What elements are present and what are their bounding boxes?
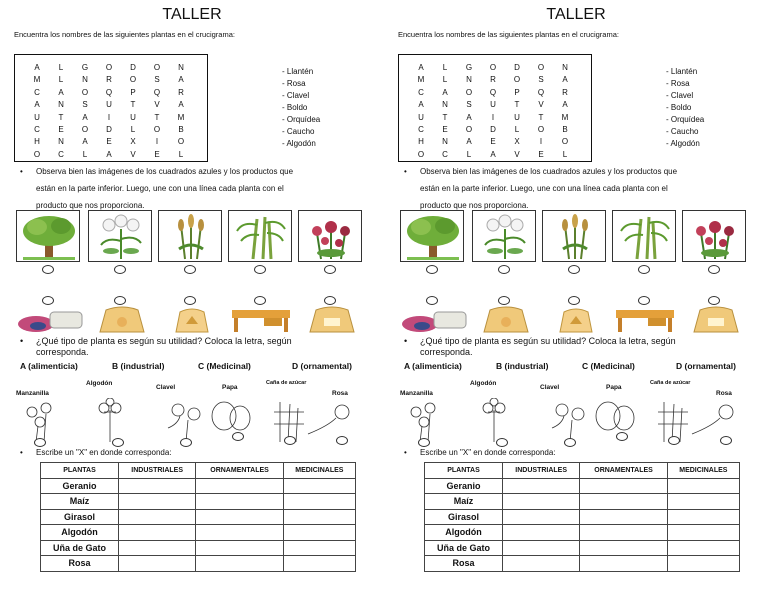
category-label: C (Medicinal) [582, 361, 635, 371]
list-item: - Rosa [666, 78, 704, 90]
tree-plant-icon [400, 210, 464, 262]
wheat-plant-icon [158, 210, 222, 262]
tree-plant-icon [16, 210, 80, 262]
table-row: Maíz [41, 494, 356, 510]
chamomile-drawing [27, 403, 51, 442]
plant-label: Caña de azúcar [266, 380, 307, 386]
column-header: INDUSTRIALES [119, 463, 196, 479]
wooden-desk-icon [228, 306, 294, 334]
list-item: - Clavel [666, 90, 704, 102]
answer-circle[interactable] [426, 296, 438, 305]
answer-circle[interactable] [114, 265, 126, 274]
answer-circle[interactable] [638, 296, 650, 305]
grain-bag-icon [546, 304, 606, 334]
carnation-drawing [168, 404, 200, 442]
table-row: Girasol [41, 509, 356, 525]
potato-drawing [596, 402, 634, 430]
category-label: B (industrial) [112, 361, 165, 371]
fabric-product-icon [16, 306, 86, 334]
classification-table [424, 462, 740, 572]
answer-circle[interactable] [568, 265, 580, 274]
plant-images-row [400, 210, 750, 262]
column-header: INDUSTRIALES [503, 463, 580, 479]
list-item: - Llantén [666, 66, 704, 78]
answer-circle[interactable] [496, 438, 508, 447]
plant-label: Algodón [470, 380, 497, 387]
category-label: C (Medicinal) [198, 361, 251, 371]
crossword-instruction: Encuentra los nombres de las siguientes plantas en el crucigrama: [398, 30, 619, 39]
category-label: D (ornamental) [292, 361, 352, 371]
plant-word-list [666, 66, 704, 150]
product-images-row [400, 296, 750, 336]
answer-circle[interactable] [720, 436, 732, 445]
table-instruction: • Escribe un "X" en donde corresponda: [20, 448, 172, 457]
table-row: Girasol [425, 509, 740, 525]
answer-circle[interactable] [336, 436, 348, 445]
answer-circle[interactable] [184, 265, 196, 274]
column-header: ORNAMENTALES [580, 463, 667, 479]
list-item: - Caucho [666, 126, 704, 138]
potato-drawing [212, 402, 250, 430]
grain-bag-icon [162, 304, 222, 334]
list-item: - Algodón [666, 138, 704, 150]
answer-circle[interactable] [42, 265, 54, 274]
table-row: Rosa [41, 556, 356, 572]
answer-circle[interactable] [180, 438, 192, 447]
list-item: - Orquídea [666, 114, 704, 126]
table-row: Geranio [41, 478, 356, 494]
plant-drawings [402, 398, 742, 444]
answer-circle[interactable] [42, 296, 54, 305]
product-images-row [16, 296, 366, 336]
plant-label: Clavel [156, 384, 176, 391]
flour-sack-icon [92, 304, 152, 334]
sugar-sack-icon [686, 304, 746, 334]
table-row: Algodón [425, 525, 740, 541]
category-label: A (alimenticia) [404, 361, 462, 371]
rose-drawing [308, 405, 349, 434]
table-instruction: • Escribe un "X" en donde corresponda: [404, 448, 556, 457]
answer-circle[interactable] [232, 432, 244, 441]
plant-label: Clavel [540, 384, 560, 391]
cotton-drawing [99, 398, 121, 442]
sugarcane-plant-icon [228, 210, 292, 262]
answer-circle[interactable] [324, 265, 336, 274]
answer-circle[interactable] [254, 296, 266, 305]
plant-label: Rosa [716, 390, 732, 397]
cotton-plant-icon [472, 210, 536, 262]
list-item: - Caucho [282, 126, 320, 138]
plant-label: Rosa [332, 390, 348, 397]
crossword-grid: A L G O D O N M L N R O S A C A O Q P Q R A N S U T V A U T A I U T M C E O D L O B H N A E X I O O C L A V E L [33, 63, 185, 159]
column-header: ORNAMENTALES [196, 463, 283, 479]
worksheet-left: TALLER Encuentra los nombres de las siguientes plantas en el crucigrama: A L G O D O N M L N R O S A C A O Q P Q R A N S U T V A U T A I U T M C E O D L O B H N A E X I O O C L A V E L - Llantén - Rosa - Clavel - Boldo - Orquídea - Caucho - Algodón • Observa bien las imágenes de los cuadrados azules y los productos que están en la parte inferior. Luego, une con una línea cada planta con el producto que nos proporciona. • ¿Qué tipo de planta es según su utilidad? Coloca la letra, según corresponda. A (alimenticia) B (industrial) C (Medicinal) D (ornamental) Manzanilla Algodón Clavel Papa Caña de azúcar Rosa • Escribe un "X" en donde corresponda: PLANTAS INDUSTRIALES ORNAMENTALES MEDICINALES Geranio Maíz Girasol Algodón Uña de Gato Rosa [0, 0, 384, 594]
sugarcane-plant-icon [612, 210, 676, 262]
list-item: - Rosa [282, 78, 320, 90]
carnation-drawing [552, 404, 584, 442]
column-header: MEDICINALES [667, 463, 739, 479]
chamomile-drawing [411, 403, 435, 442]
flower-plant-icon [298, 210, 362, 262]
answer-circle[interactable] [112, 438, 124, 447]
crossword-box [398, 54, 592, 162]
table-row: Uña de Gato [41, 540, 356, 556]
page-title: TALLER [546, 6, 606, 23]
list-item: - Llantén [282, 66, 320, 78]
answer-circle[interactable] [638, 265, 650, 274]
flour-sack-icon [476, 304, 536, 334]
plant-drawings [18, 398, 358, 444]
table-row: Algodón [41, 525, 356, 541]
category-label: B (industrial) [496, 361, 549, 371]
list-item: - Boldo [666, 102, 704, 114]
fabric-product-icon [400, 306, 470, 334]
cotton-drawing [483, 398, 505, 442]
plant-label: Manzanilla [400, 390, 433, 397]
answer-circle[interactable] [708, 265, 720, 274]
table-row: Rosa [425, 556, 740, 572]
category-label: A (alimenticia) [20, 361, 78, 371]
cotton-plant-icon [88, 210, 152, 262]
answer-circle[interactable] [426, 265, 438, 274]
list-item: - Boldo [282, 102, 320, 114]
crossword-box [14, 54, 208, 162]
table-row: Uña de Gato [425, 540, 740, 556]
classification-table [40, 462, 356, 572]
page-title: TALLER [162, 6, 222, 23]
plant-word-list [282, 66, 320, 150]
plant-label: Manzanilla [16, 390, 49, 397]
wooden-desk-icon [612, 306, 678, 334]
table-row: Geranio [425, 478, 740, 494]
plant-label: Papa [606, 384, 622, 391]
answer-circle[interactable] [284, 436, 296, 445]
list-item: - Algodón [282, 138, 320, 150]
crossword-instruction: Encuentra los nombres de las siguientes plantas en el crucigrama: [14, 30, 235, 39]
list-item: - Clavel [282, 90, 320, 102]
answer-circle[interactable] [498, 265, 510, 274]
answer-circle[interactable] [418, 438, 430, 447]
list-item: - Orquídea [282, 114, 320, 126]
column-header: PLANTAS [425, 463, 503, 479]
plant-label: Caña de azúcar [650, 380, 691, 386]
rose-drawing [692, 405, 733, 434]
answer-circle[interactable] [254, 265, 266, 274]
answer-circle[interactable] [668, 436, 680, 445]
sugar-sack-icon [302, 304, 362, 334]
column-header: MEDICINALES [283, 463, 355, 479]
crossword-grid: A L G O D O N M L N R O S A C A O Q P Q R A N S U T V A U T A I U T M C E O D L O B H N A E X I O O C L A V E L [417, 63, 569, 159]
category-label: D (ornamental) [676, 361, 736, 371]
answer-circle[interactable] [564, 438, 576, 447]
wheat-plant-icon [542, 210, 606, 262]
answer-circle[interactable] [616, 432, 628, 441]
plant-label: Papa [222, 384, 238, 391]
column-header: PLANTAS [41, 463, 119, 479]
table-row: Maíz [425, 494, 740, 510]
answer-circle[interactable] [34, 438, 46, 447]
plant-images-row [16, 210, 366, 262]
plant-label: Algodón [86, 380, 113, 387]
worksheet-right: TALLER Encuentra los nombres de las siguientes plantas en el crucigrama: A L G O D O N M L N R O S A C A O Q P Q R A N S U T V A U T A I U T M C E O D L O B H N A E X I O O C L A V E L - Llantén - Rosa - Clavel - Boldo - Orquídea - Caucho - Algodón • Observa bien las imágenes de los cuadrados azules y los productos que están en la parte inferior. Luego, une con una línea cada planta con el producto que nos proporciona. • ¿Qué tipo de planta es según su utilidad? Coloca la letra, según corresponda. A (alimenticia) B (industrial) C (Medicinal) D (ornamental) Manzanilla Algodón Clavel Papa Caña de azúcar Rosa • Escribe un "X" en donde corresponda: PLANTAS INDUSTRIALES ORNAMENTALES MEDICINALES Geranio Maíz Girasol Algodón Uña de Gato Rosa [384, 0, 768, 594]
flower-plant-icon [682, 210, 746, 262]
